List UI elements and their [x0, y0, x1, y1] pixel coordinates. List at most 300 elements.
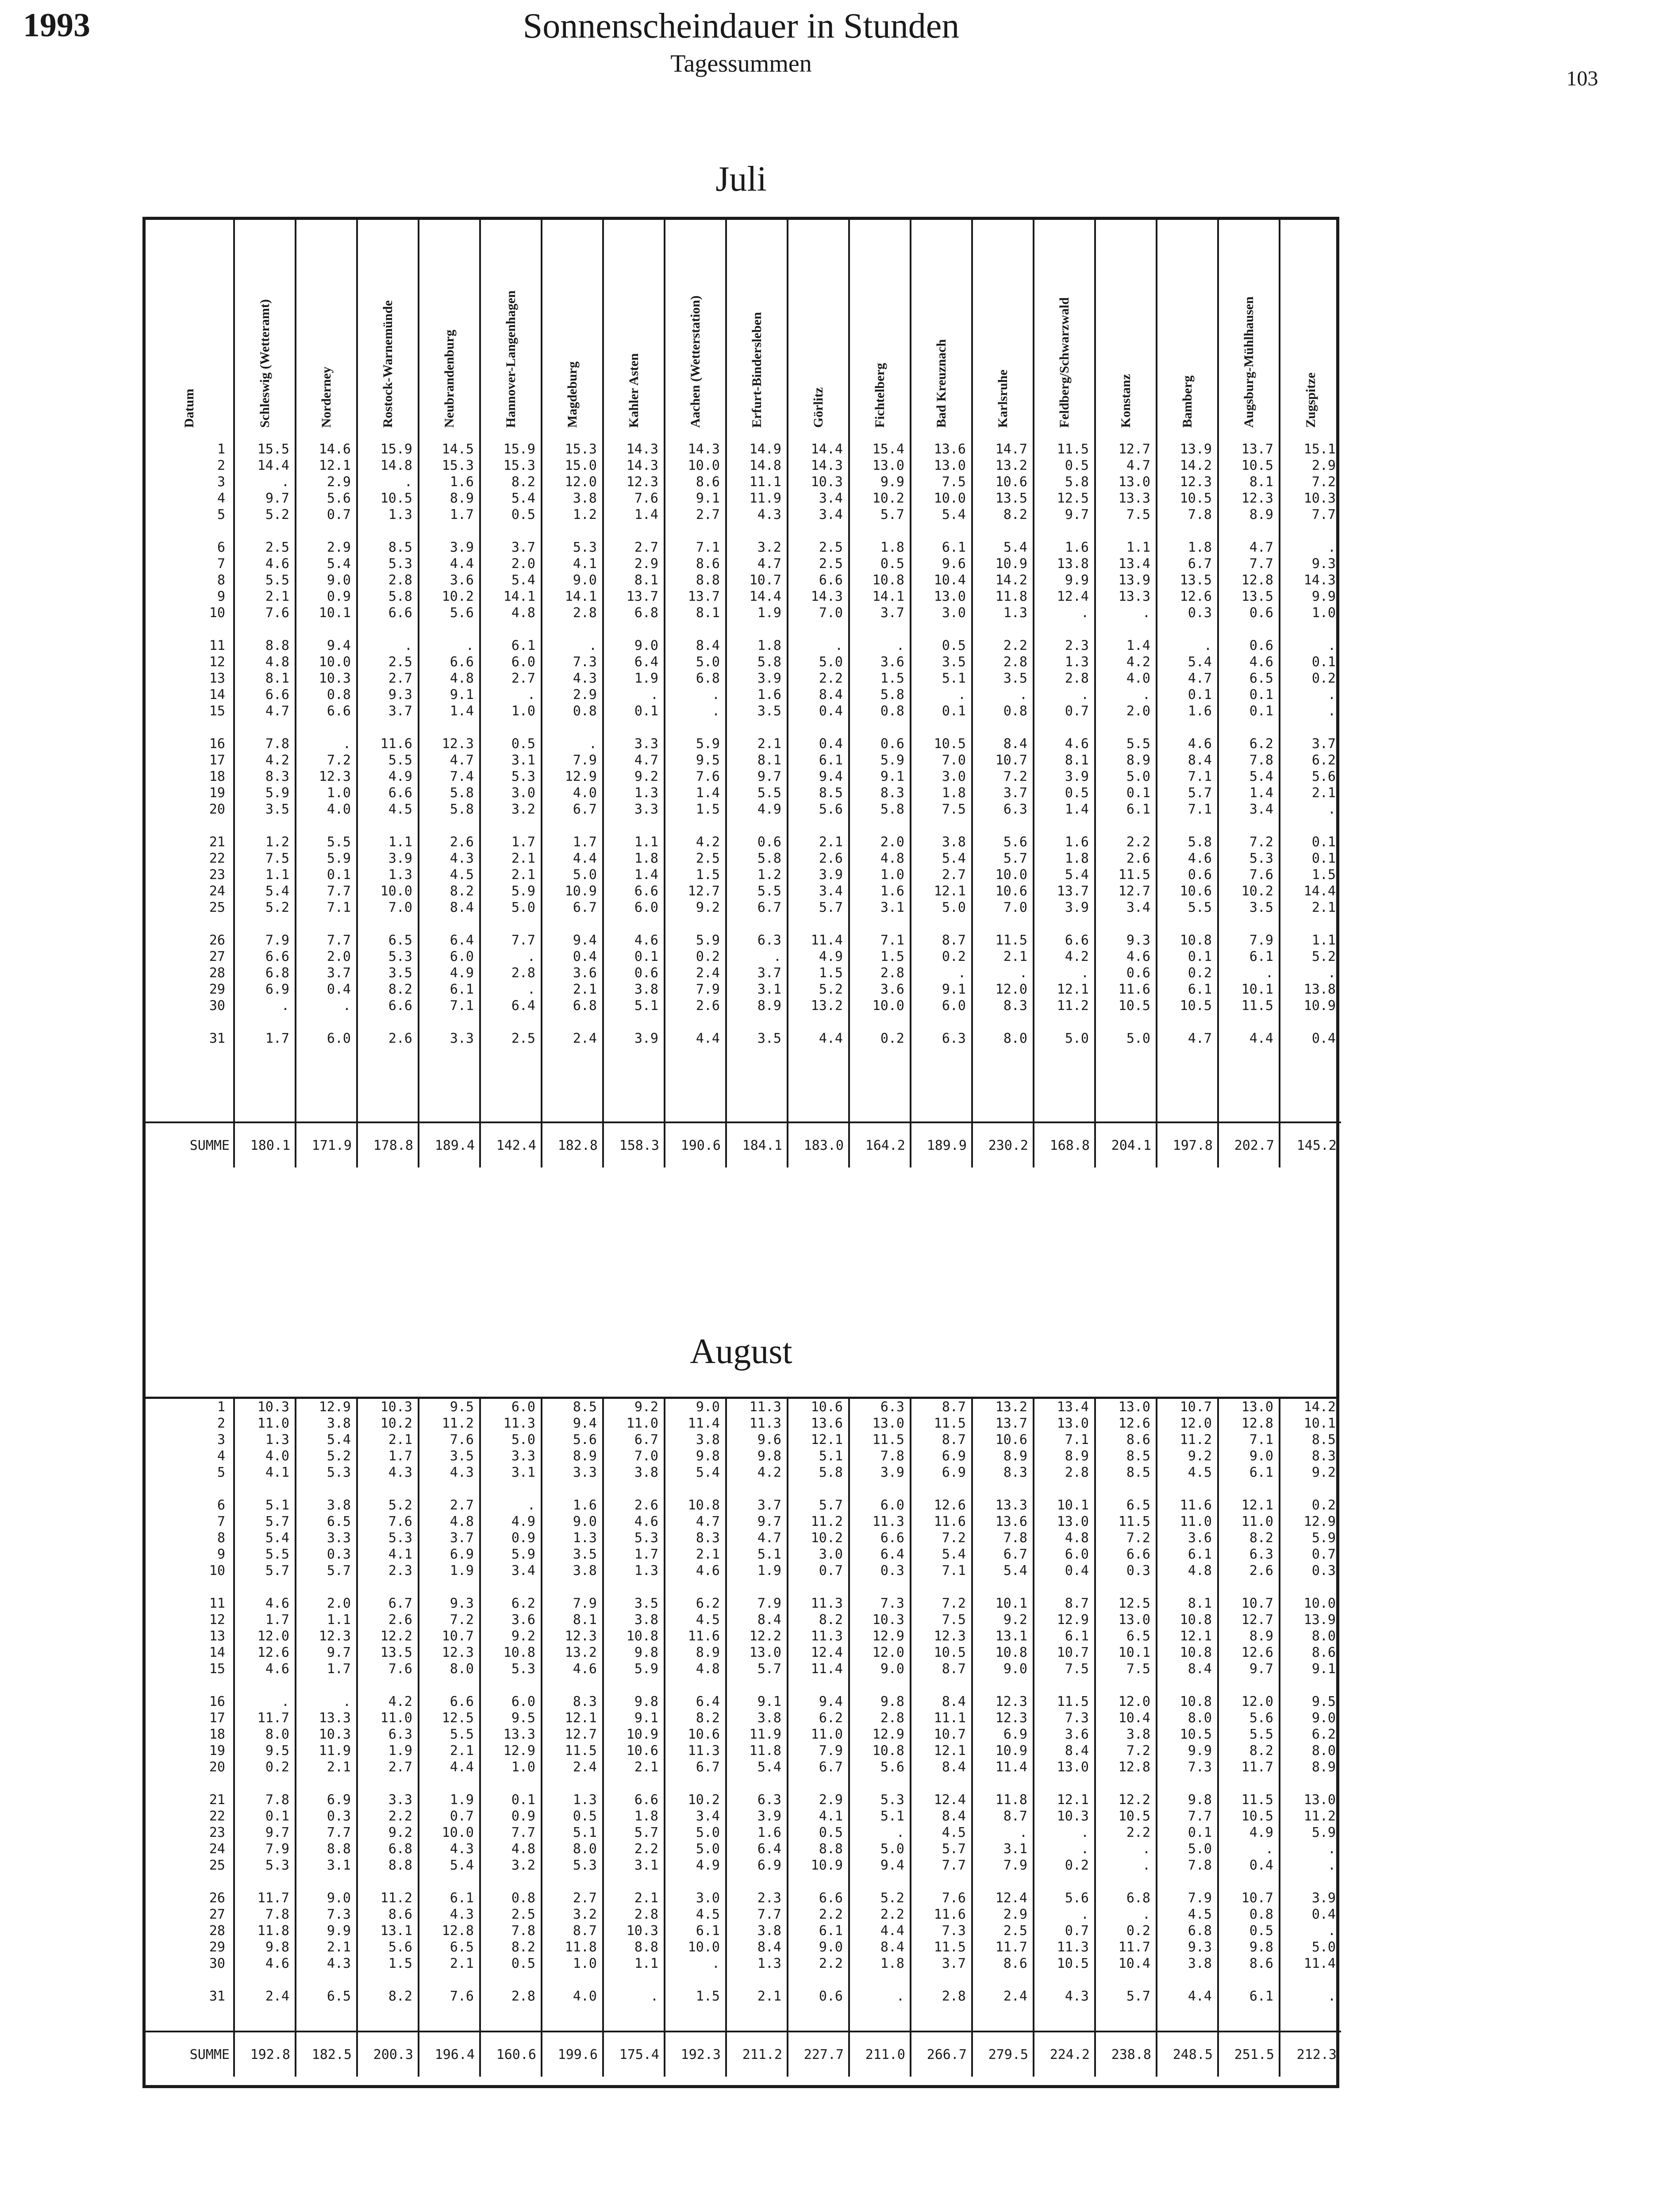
value-cell: 5.5 — [1249, 1727, 1273, 1742]
value-cell: 4.3 — [450, 851, 474, 866]
value-cell: 5.8 — [1188, 834, 1212, 850]
value-cell: 12.1 — [1180, 1628, 1212, 1644]
value-cell: 2.7 — [511, 671, 535, 686]
value-cell: 10.0 — [442, 1825, 474, 1840]
value-cell: 7.1 — [880, 933, 904, 948]
value-cell: . — [896, 1989, 904, 2004]
value-cell: 6.9 — [942, 1448, 966, 1464]
value-cell: 11.3 — [688, 1743, 720, 1759]
value-cell: 1.6 — [1065, 540, 1089, 555]
date-cell: 13 — [209, 1628, 225, 1644]
value-cell: 2.1 — [634, 1759, 658, 1775]
value-cell: 2.9 — [327, 474, 351, 490]
value-cell: 6.1 — [511, 638, 535, 653]
value-cell: 13.7 — [1057, 883, 1089, 899]
value-cell: 0.2 — [1188, 965, 1212, 981]
value-cell: 1.7 — [388, 1448, 412, 1464]
value-cell: 10.8 — [1180, 1612, 1212, 1628]
value-cell: 8.3 — [880, 785, 904, 801]
date-cell: 8 — [217, 1530, 225, 1546]
value-cell: 10.3 — [1303, 491, 1336, 506]
value-cell: 8.2 — [511, 474, 535, 490]
value-cell: 4.6 — [265, 1956, 289, 1971]
value-cell: 5.2 — [880, 1890, 904, 1906]
value-cell: 9.4 — [819, 769, 843, 784]
value-cell: 6.8 — [634, 605, 658, 621]
value-cell: 10.1 — [1241, 982, 1273, 997]
value-cell: 6.3 — [880, 1399, 904, 1415]
value-cell: 0.3 — [1311, 1563, 1336, 1578]
value-cell: 9.7 — [757, 769, 781, 784]
value-cell: 4.2 — [757, 1465, 781, 1480]
value-cell: 4.2 — [265, 753, 289, 768]
value-cell: 9.1 — [880, 769, 904, 784]
value-cell: 12.6 — [257, 1645, 289, 1660]
value-cell: 10.3 — [811, 474, 843, 490]
value-cell: 10.1 — [1118, 1645, 1150, 1660]
value-cell: 4.6 — [265, 1661, 289, 1677]
value-cell: 0.8 — [327, 687, 351, 703]
value-cell: 11.2 — [1303, 1809, 1336, 1824]
value-cell: 1.6 — [450, 474, 474, 490]
value-cell: 10.5 — [934, 736, 966, 752]
column-header — [419, 220, 480, 441]
value-cell: 13.2 — [811, 998, 843, 1014]
value-cell: 11.5 — [934, 1416, 966, 1431]
value-cell: 5.9 — [265, 785, 289, 801]
value-cell: 12.1 — [934, 883, 966, 899]
value-cell: 10.0 — [688, 1939, 720, 1955]
value-cell: 10.0 — [872, 998, 904, 1014]
value-cell: 5.5 — [757, 785, 781, 801]
value-cell: 8.3 — [1311, 1448, 1336, 1464]
value-cell: 7.1 — [696, 540, 720, 555]
value-cell: 0.7 — [1065, 703, 1089, 719]
value-cell: 2.9 — [1003, 1907, 1027, 1922]
value-cell: 6.1 — [1188, 982, 1212, 997]
value-cell: 2.2 — [819, 1956, 843, 1971]
value-cell: 11.2 — [1180, 1432, 1212, 1448]
value-cell: 3.9 — [1065, 769, 1089, 784]
value-cell: 10.6 — [688, 1727, 720, 1742]
date-cell: 12 — [209, 654, 225, 670]
value-cell: 13.2 — [995, 458, 1027, 473]
value-cell: 12.4 — [934, 1792, 966, 1808]
value-cell: 5.5 — [265, 1547, 289, 1562]
value-cell: 8.7 — [1065, 1596, 1089, 1611]
value-cell: 13.1 — [380, 1923, 412, 1939]
value-cell: 12.0 — [1118, 1694, 1150, 1709]
value-cell: 9.8 — [696, 1448, 720, 1464]
value-cell: . — [773, 949, 781, 964]
value-cell: 0.9 — [327, 589, 351, 604]
value-cell: 3.5 — [634, 1596, 658, 1611]
value-cell: 12.3 — [1241, 491, 1273, 506]
value-cell: 2.4 — [573, 1031, 597, 1046]
value-cell: 4.6 — [265, 1596, 289, 1611]
date-cell: 26 — [209, 933, 225, 948]
value-cell: 10.0 — [995, 867, 1027, 883]
value-cell: 5.4 — [942, 1547, 966, 1562]
value-cell: 9.3 — [1188, 1939, 1212, 1955]
value-cell: 6.0 — [450, 949, 474, 964]
value-cell: 2.2 — [819, 1907, 843, 1922]
value-cell: 0.5 — [942, 638, 966, 653]
value-cell: 5.4 — [265, 1530, 289, 1546]
value-cell: 1.6 — [757, 687, 781, 703]
value-cell: 3.0 — [819, 1547, 843, 1562]
value-cell: 0.4 — [327, 982, 351, 997]
value-cell: 6.1 — [450, 1890, 474, 1906]
value-cell: 6.8 — [573, 998, 597, 1014]
value-cell: 5.6 — [1065, 1890, 1089, 1906]
value-cell: 0.6 — [1126, 965, 1150, 981]
value-cell: 4.2 — [1126, 654, 1150, 670]
value-cell: 1.5 — [696, 1989, 720, 2004]
value-cell: 5.3 — [388, 1530, 412, 1546]
value-cell: 4.7 — [1188, 1031, 1212, 1046]
value-cell: 14.3 — [688, 442, 720, 457]
date-column — [146, 1399, 234, 2032]
value-cell: 3.5 — [1003, 671, 1027, 686]
value-cell: 7.6 — [696, 769, 720, 784]
value-cell: 13.6 — [934, 442, 966, 457]
value-cell: 8.2 — [696, 1710, 720, 1726]
value-cell: 5.1 — [265, 1498, 289, 1513]
value-cell: 2.7 — [634, 540, 658, 555]
value-cell: 6.1 — [1126, 802, 1150, 817]
value-cell: 11.6 — [934, 1907, 966, 1922]
value-cell: 11.6 — [380, 736, 412, 752]
date-cell: 22 — [209, 1809, 225, 1824]
value-cell: 6.2 — [1311, 1727, 1336, 1742]
value-cell: 15.0 — [565, 458, 597, 473]
value-cell: 11.5 — [1118, 1514, 1150, 1529]
sum-cell: 279.5 — [972, 2032, 1034, 2077]
value-cell: 0.4 — [1065, 1563, 1089, 1578]
date-cell: 6 — [217, 540, 225, 555]
date-cell: 4 — [217, 1448, 225, 1464]
column-header-label: Zugspitze — [1303, 372, 1318, 428]
value-cell: 9.2 — [1311, 1465, 1336, 1480]
column-header-label: Aachen (Wetterstation) — [688, 295, 703, 428]
value-cell: 3.8 — [634, 1612, 658, 1628]
value-cell: 12.7 — [688, 883, 720, 899]
value-cell: 12.9 — [1057, 1612, 1089, 1628]
value-cell: 8.2 — [511, 1939, 535, 1955]
value-cell: 2.8 — [511, 965, 535, 981]
value-cell: 11.0 — [811, 1727, 843, 1742]
value-cell: 9.3 — [1126, 933, 1150, 948]
column-header — [1157, 220, 1218, 441]
value-cell: 0.5 — [1065, 458, 1089, 473]
value-cell: 8.1 — [1249, 474, 1273, 490]
value-cell: 0.1 — [1126, 785, 1150, 801]
value-cell: 0.1 — [265, 1809, 289, 1824]
value-cell: 0.7 — [819, 1563, 843, 1578]
value-cell: 7.9 — [265, 933, 289, 948]
column-header — [357, 220, 419, 441]
column-header — [849, 220, 911, 441]
value-cell: 4.5 — [942, 1825, 966, 1840]
value-cell: 6.2 — [511, 1596, 535, 1611]
sum-cell: 192.8 — [234, 2032, 296, 2077]
value-cell: . — [527, 687, 535, 703]
value-cell: 13.5 — [1180, 572, 1212, 588]
value-cell: 3.6 — [450, 572, 474, 588]
value-cell: . — [1327, 540, 1336, 555]
value-cell: 1.5 — [696, 867, 720, 883]
value-cell: 3.1 — [634, 1858, 658, 1873]
value-cell: 9.6 — [757, 1432, 781, 1448]
value-cell: 5.9 — [634, 1661, 658, 1677]
value-cell: 8.6 — [1126, 1432, 1150, 1448]
value-cell: 8.4 — [942, 1759, 966, 1775]
value-cell: 10.5 — [1241, 1809, 1273, 1824]
value-cell: 10.6 — [995, 1432, 1027, 1448]
value-cell: 5.5 — [265, 572, 289, 588]
value-cell: 2.2 — [1126, 834, 1150, 850]
value-cell: 6.1 — [819, 753, 843, 768]
value-cell: 15.5 — [257, 442, 289, 457]
value-cell: 5.5 — [388, 753, 412, 768]
sum-cell: 212.3 — [1280, 2032, 1341, 2077]
value-cell: 13.0 — [934, 589, 966, 604]
value-cell: 4.4 — [696, 1031, 720, 1046]
date-cell: 19 — [209, 1743, 225, 1759]
value-cell: 7.3 — [880, 1596, 904, 1611]
value-cell: . — [1080, 605, 1089, 621]
value-cell: 13.0 — [749, 1645, 781, 1660]
value-cell: 14.4 — [257, 458, 289, 473]
value-cell: 12.9 — [503, 1743, 535, 1759]
sum-cell: 211.0 — [849, 2032, 911, 2077]
value-cell: 13.0 — [1241, 1399, 1273, 1415]
value-cell: 5.8 — [757, 851, 781, 866]
date-cell: 26 — [209, 1890, 225, 1906]
value-cell: 12.8 — [1241, 572, 1273, 588]
value-cell: . — [1327, 1923, 1336, 1939]
value-cell: 2.6 — [819, 851, 843, 866]
value-cell: 12.9 — [1303, 1514, 1336, 1529]
value-cell: 8.8 — [265, 638, 289, 653]
value-cell: 2.2 — [634, 1841, 658, 1857]
value-cell: 2.7 — [388, 1759, 412, 1775]
value-cell: 10.7 — [1241, 1890, 1273, 1906]
value-cell: 3.3 — [450, 1031, 474, 1046]
value-cell: 10.8 — [872, 572, 904, 588]
value-cell: 0.4 — [819, 736, 843, 752]
value-cell: 13.7 — [995, 1416, 1027, 1431]
value-cell: 11.5 — [872, 1432, 904, 1448]
value-cell: 3.5 — [757, 703, 781, 719]
value-cell: 1.8 — [1065, 851, 1089, 866]
value-cell: . — [834, 638, 843, 653]
value-cell: 9.0 — [1003, 1661, 1027, 1677]
value-cell: 4.6 — [1249, 654, 1273, 670]
value-cell: 8.2 — [1249, 1743, 1273, 1759]
date-cell: 17 — [209, 1710, 225, 1726]
value-cell: 6.7 — [1003, 1547, 1027, 1562]
value-cell: 4.6 — [1126, 949, 1150, 964]
value-cell: 4.5 — [696, 1907, 720, 1922]
value-cell: 10.4 — [934, 572, 966, 588]
value-cell: 7.0 — [634, 1448, 658, 1464]
value-cell: 15.1 — [1303, 442, 1336, 457]
value-cell: 9.0 — [573, 572, 597, 588]
value-cell: . — [588, 736, 597, 752]
date-cell: 19 — [209, 785, 225, 801]
value-cell: 14.3 — [626, 458, 658, 473]
value-cell: 8.7 — [573, 1923, 597, 1939]
value-cell: 13.6 — [995, 1514, 1027, 1529]
column-header — [1218, 220, 1280, 441]
value-cell: 0.8 — [511, 1890, 535, 1906]
value-cell: 11.8 — [257, 1923, 289, 1939]
value-cell: 5.0 — [1126, 1031, 1150, 1046]
value-cell: 12.7 — [1118, 883, 1150, 899]
value-cell: 12.3 — [565, 1628, 597, 1644]
value-cell: 5.7 — [1126, 1989, 1150, 2004]
value-cell: 9.1 — [634, 1710, 658, 1726]
value-cell: 1.3 — [265, 1432, 289, 1448]
value-cell: 12.1 — [1241, 1498, 1273, 1513]
body-row-juli — [146, 441, 1341, 1122]
value-cell: 12.2 — [1118, 1792, 1150, 1808]
value-cell: 1.8 — [880, 540, 904, 555]
value-cell: . — [1142, 687, 1150, 703]
value-cell: 1.4 — [634, 867, 658, 883]
value-cell: 4.2 — [696, 834, 720, 850]
value-cell: 5.3 — [388, 556, 412, 572]
date-cell: 21 — [209, 834, 225, 850]
value-cell: 4.9 — [511, 1514, 535, 1529]
value-cell: 5.3 — [880, 1792, 904, 1808]
value-cell: 9.5 — [1311, 1694, 1336, 1709]
value-cell: 1.4 — [634, 507, 658, 522]
value-cell: 7.8 — [880, 1448, 904, 1464]
value-cell: 3.8 — [634, 1465, 658, 1480]
value-cell: 7.7 — [327, 1825, 351, 1840]
value-cell: 5.2 — [819, 982, 843, 997]
value-cell: 6.9 — [942, 1465, 966, 1480]
station-column — [665, 441, 726, 1122]
value-cell: 5.9 — [696, 736, 720, 752]
value-cell: 11.3 — [1057, 1939, 1089, 1955]
value-cell: 9.4 — [573, 933, 597, 948]
value-cell: 4.6 — [634, 1514, 658, 1529]
value-cell: 13.3 — [1118, 589, 1150, 604]
value-cell: 6.8 — [1126, 1890, 1150, 1906]
date-cell: 18 — [209, 769, 225, 784]
value-cell: 12.0 — [1180, 1416, 1212, 1431]
value-cell: 0.8 — [880, 703, 904, 719]
value-cell: 8.5 — [573, 1399, 597, 1415]
value-cell: 3.5 — [450, 1448, 474, 1464]
value-cell: 6.3 — [757, 1792, 781, 1808]
value-cell: 8.0 — [265, 1727, 289, 1742]
value-cell: 10.0 — [934, 491, 966, 506]
value-cell: 8.4 — [757, 1612, 781, 1628]
value-cell: 5.8 — [450, 802, 474, 817]
value-cell: 5.3 — [265, 1858, 289, 1873]
sum-cell: 199.6 — [542, 2032, 603, 2077]
value-cell: 1.4 — [450, 703, 474, 719]
value-cell: 5.7 — [327, 1563, 351, 1578]
column-header-label: Erfurt-Bindersleben — [749, 312, 764, 428]
value-cell: 0.3 — [1126, 1563, 1150, 1578]
value-cell: 13.8 — [1303, 982, 1336, 997]
value-cell: 5.2 — [327, 1448, 351, 1464]
value-cell: 2.2 — [1126, 1825, 1150, 1840]
value-cell: 8.1 — [634, 572, 658, 588]
column-header — [788, 220, 849, 441]
value-cell: 3.1 — [1003, 1841, 1027, 1857]
value-cell: 9.5 — [450, 1399, 474, 1415]
value-cell: 13.0 — [1057, 1416, 1089, 1431]
value-cell: 1.8 — [634, 851, 658, 866]
value-cell: 12.3 — [995, 1694, 1027, 1709]
value-cell: 2.5 — [388, 654, 412, 670]
value-cell: 0.5 — [1249, 1923, 1273, 1939]
value-cell: 10.7 — [934, 1727, 966, 1742]
value-cell: 0.1 — [942, 703, 966, 719]
value-cell: 8.2 — [388, 982, 412, 997]
value-cell: 12.1 — [1057, 1792, 1089, 1808]
value-cell: 10.6 — [626, 1743, 658, 1759]
value-cell: 8.6 — [1003, 1956, 1027, 1971]
value-cell: 3.3 — [388, 1792, 412, 1808]
value-cell: 0.9 — [511, 1530, 535, 1546]
value-cell: 8.4 — [880, 1939, 904, 1955]
value-cell: 0.5 — [1065, 785, 1089, 801]
value-cell: . — [1019, 687, 1027, 703]
value-cell: . — [1265, 965, 1273, 981]
value-cell: . — [1265, 1841, 1273, 1857]
value-cell: 1.0 — [511, 1759, 535, 1775]
value-cell: 2.1 — [450, 1743, 474, 1759]
value-cell: 5.7 — [265, 1563, 289, 1578]
value-cell: 1.7 — [511, 834, 535, 850]
month-title-august: August — [690, 1332, 792, 1371]
value-cell: 8.7 — [942, 933, 966, 948]
value-cell: 7.1 — [942, 1563, 966, 1578]
sum-cell: 192.3 — [665, 2032, 726, 2077]
value-cell: 6.9 — [1003, 1727, 1027, 1742]
value-cell: 10.0 — [380, 883, 412, 899]
value-cell: . — [281, 998, 289, 1014]
value-cell: 12.4 — [995, 1890, 1027, 1906]
column-header-label: Konstanz — [1118, 374, 1133, 428]
value-cell: 11.5 — [934, 1939, 966, 1955]
sum-cell: 211.2 — [726, 2032, 788, 2077]
value-cell: 15.3 — [503, 458, 535, 473]
value-cell: 6.1 — [696, 1923, 720, 1939]
value-cell: 2.7 — [450, 1498, 474, 1513]
value-cell: 0.3 — [327, 1547, 351, 1562]
value-cell: 6.0 — [942, 998, 966, 1014]
value-cell: . — [711, 703, 720, 719]
date-cell: 10 — [209, 1563, 225, 1578]
sum-cell: 189.4 — [419, 1122, 480, 1167]
value-cell: 13.3 — [995, 1498, 1027, 1513]
value-cell: 0.2 — [1126, 1923, 1150, 1939]
value-cell: 5.7 — [819, 1498, 843, 1513]
value-cell: 4.7 — [1126, 458, 1150, 473]
value-cell: 2.6 — [388, 1612, 412, 1628]
value-cell: 4.4 — [819, 1031, 843, 1046]
value-cell: 15.9 — [503, 442, 535, 457]
